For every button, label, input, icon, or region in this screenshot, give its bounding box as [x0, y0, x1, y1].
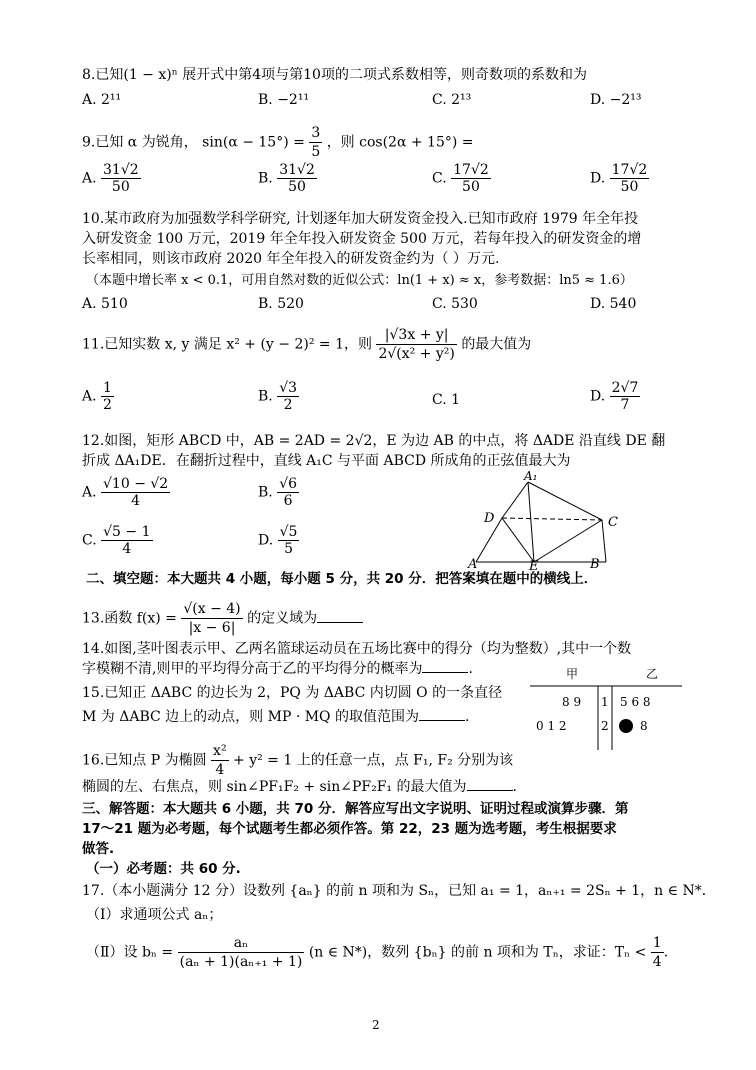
q8-stem: 8.已知(1 − x)ⁿ 展开式中第4项与第10项的二项式系数相等，则奇数项的系数和为	[82, 67, 587, 83]
q12-option-d-den: 5	[284, 541, 294, 557]
q12-option-b	[258, 476, 299, 509]
q17-part-2-end: .	[663, 944, 669, 961]
q11-option-b-frac	[277, 380, 299, 413]
q13-fraction-num: √(x − 4)	[183, 601, 241, 617]
edge-a1d	[502, 482, 528, 518]
section-3-line-1: 三、解答题：本大题共 6 小题，共 70 分．解答应写出文字说明、证明过程或演算步骤．第	[82, 801, 629, 817]
q12-option-a	[82, 476, 170, 509]
q12-option-c-num: √5 − 1	[103, 524, 151, 540]
q12-option-a-den: 4	[131, 493, 141, 509]
edge-de	[502, 518, 534, 562]
edge-dc	[502, 518, 602, 520]
q12-line-1: 12.如图，矩形 ABCD 中，AB = 2AD = 2√2，E 为边 AB 的中点，将 ΔADE 沿直线 DE 翻	[82, 433, 666, 449]
q10-line-4: （本题中增长率 x < 0.1，可用自然对数的近似公式：ln(1 + x) ≈ x，参考数据：ln5 ≈ 1.6）	[86, 273, 633, 288]
q12-option-c-den: 4	[122, 541, 132, 557]
q11-option-d-frac	[610, 380, 641, 413]
q14-answer-blank	[422, 660, 468, 673]
q9-question: ，则 cos(2α + 15°) =	[326, 134, 474, 151]
section-3-line-2: 17～21 题为必考题，每个试题考生都必须作答。第 22，23 题为选考题，考生根据要求	[82, 821, 617, 837]
q16-fraction-num: x²	[213, 743, 227, 759]
q11-option-a-num: 1	[103, 380, 112, 396]
q10-line-3: 长率相同，则该市政府 2020 年全年投入的研发资金约为（ ）万元.	[82, 251, 500, 267]
q17-bound-den: 4	[652, 954, 662, 970]
stemleaf-right-header: 乙	[646, 667, 659, 681]
stemleaf-row1-left: 8 9	[562, 695, 582, 709]
q10-option-d: D. 540	[590, 296, 637, 312]
q11-option-c-label: C.	[432, 392, 447, 408]
q9-option-d	[590, 162, 649, 195]
q9-option-c-frac	[451, 162, 491, 195]
edge-ec	[534, 520, 602, 562]
q16-answer-blank	[467, 778, 513, 791]
q12-option-d-num: √5	[279, 524, 298, 540]
q12-option-b-num: √6	[279, 476, 298, 492]
q9-option-d-label: D.	[590, 170, 606, 187]
q13-stem-text: 13.函数 f(x) =	[82, 610, 177, 627]
q15-line-2-text: M 为 ΔABC 边上的动点，则 MP · MQ 的取值范围为	[82, 709, 419, 725]
q17-part-1: （Ⅰ）求通项公式 aₙ；	[86, 907, 223, 923]
q11-stem	[82, 326, 531, 363]
q17-bn-num: aₙ	[178, 934, 305, 953]
q11-option-a-den: 2	[103, 397, 112, 413]
q16-fraction	[211, 742, 229, 779]
q13-question: 的定义域为	[247, 610, 318, 627]
q9-condition: sin(α − 15°) =	[202, 134, 305, 151]
q10-line-2: 入研发资金 100 万元，2019 年全年投入研发资金 500 万元，若每年投入的研发资金的增	[82, 231, 642, 247]
q9-option-b-num: 31√2	[279, 162, 315, 178]
label-e: E	[529, 559, 539, 570]
q13-fraction	[181, 600, 242, 637]
stemleaf-row2-left: 0 1 2	[536, 719, 567, 733]
q11-option-a-frac	[101, 380, 114, 413]
q17-part-2-text: （Ⅱ）设 bₙ =	[86, 944, 174, 961]
q9-option-a-frac	[101, 162, 141, 195]
q8-option-b: B. −2¹¹	[258, 92, 310, 108]
q11-option-d-label: D.	[590, 388, 606, 405]
label-c: C	[608, 515, 618, 530]
q10-line-1: 10.某市政府为加强数学科学研究, 计划逐年加大研发资金投入.已知市政府 1979 年全年投	[82, 211, 639, 227]
q11-option-a	[82, 380, 114, 413]
subsection-1-heading: （一）必考题：共 60 分.	[86, 861, 241, 877]
q12-option-c-frac	[101, 524, 152, 557]
q8-option-c: C. 2¹³	[432, 92, 472, 108]
q14-line-1: 14.如图,茎叶图表示甲、乙两名篮球运动员在五场比赛中的得分（均为整数）,其中一个数	[82, 641, 632, 657]
q11-option-d-num: 2√7	[611, 380, 639, 396]
q13-stem	[82, 600, 363, 637]
stemleaf-row2-right: 8	[640, 719, 648, 733]
q17-part-2	[86, 934, 668, 971]
q15-line-2: M 为 ΔABC 边上的动点，则 MP · MQ 的取值范围为 .	[82, 709, 470, 725]
q11-stem-text: 11.已知实数 x, y 满足 x² + (y − 2)² = 1，则	[82, 336, 372, 353]
q13-fraction-den: |x − 6|	[188, 620, 236, 636]
q10-option-a: A. 510	[82, 296, 128, 312]
q12-geometry-figure	[466, 470, 636, 570]
stemleaf-left-header: 甲	[566, 667, 579, 681]
q9-option-a-den: 50	[111, 179, 130, 195]
q12-option-b-frac	[277, 476, 299, 509]
q9-option-d-num: 17√2	[611, 162, 648, 178]
q9-fraction	[309, 124, 322, 161]
q9-stem-text: 9.已知 α 为锐角，	[82, 134, 198, 151]
q11-option-d-den: 7	[620, 397, 630, 413]
q10-option-c: C. 530	[432, 296, 478, 312]
q9-fraction-num: 3	[311, 125, 321, 141]
stemleaf-blurred-digit	[619, 719, 633, 733]
q16-line-1	[82, 742, 513, 779]
q9-fraction-den: 5	[311, 144, 321, 160]
label-a1: A₁	[524, 470, 538, 483]
q12-option-b-label: B.	[258, 484, 273, 501]
q16-stem-text: 16.已知点 P 为椭圆	[82, 752, 207, 769]
q9-option-c-den: 50	[462, 179, 480, 195]
q11-option-a-label: A.	[82, 388, 97, 405]
q9-option-a-label: A.	[82, 170, 97, 187]
q12-option-d-frac	[278, 524, 300, 557]
q16-line-2: 椭圆的左、右焦点，则 sin∠PF₁F₂ + sin∠PF₂F₁ 的最大值为 .	[82, 779, 517, 795]
edge-a1e	[528, 482, 534, 562]
q9-option-c-label: C.	[432, 170, 447, 187]
q10-option-b: B. 520	[258, 296, 304, 312]
q12-option-c	[82, 524, 153, 557]
q11-option-c	[432, 392, 460, 408]
q8-option-d: D. −2¹³	[590, 92, 642, 108]
q12-option-b-den: 6	[283, 493, 293, 509]
q17-line-1: 17.（本小题满分 12 分）设数列 {aₙ} 的前 n 项和为 Sₙ，已知 a₁ = 1，aₙ₊₁ = 2Sₙ + 1，n ∈ N*．	[82, 883, 716, 899]
stemleaf-row1-right: 5 6 8	[620, 695, 651, 709]
q11-question: 的最大值为	[461, 336, 532, 353]
q11-fraction-den: 2√(x² + y²)	[378, 346, 455, 362]
q16-line-2-text: 椭圆的左、右焦点，则 sin∠PF₁F₂ + sin∠PF₂F₁ 的最大值为	[82, 779, 467, 795]
q9-option-a	[82, 162, 141, 195]
q11-fraction	[376, 326, 456, 363]
q12-option-d	[258, 524, 299, 557]
stem-leaf-plot	[528, 664, 684, 754]
q12-option-c-label: C.	[82, 532, 97, 549]
q12-option-a-label: A.	[82, 484, 97, 501]
q11-option-b-den: 2	[283, 397, 293, 413]
stemleaf-row1-stem: 1	[601, 695, 609, 709]
q9-option-d-frac	[610, 162, 650, 195]
q14-line-2-text: 字模糊不清,则甲的平均得分高于乙的平均得分的概率为	[82, 661, 423, 677]
q16-fraction-den: 4	[215, 762, 225, 778]
q11-fraction-num: |√3x + y|	[376, 326, 456, 345]
q11-option-b	[258, 380, 299, 413]
q9-option-b-den: 50	[288, 179, 306, 195]
label-b: B	[590, 557, 600, 570]
q12-option-a-frac	[101, 476, 170, 509]
q9-option-b-label: B.	[258, 170, 273, 187]
q9-option-a-num: 31√2	[103, 162, 139, 178]
q17-part-2-rest: (n ∈ N*)，数列 {bₙ} 的前 n 项和为 Tₙ，求证：Tₙ <	[308, 944, 647, 961]
q9-option-b-frac	[277, 162, 317, 195]
q11-option-b-num: √3	[279, 380, 298, 396]
q13-answer-blank	[317, 610, 363, 623]
q12-line-2: 折成 ΔA₁DE．在翻折过程中，直线 A₁C 与平面 ABCD 所成角的正弦值最大为	[82, 453, 571, 469]
q17-bound-num: 1	[652, 935, 662, 951]
q9-option-c	[432, 162, 491, 195]
label-a: A	[468, 557, 478, 570]
q8-option-a: A. 2¹¹	[82, 92, 122, 108]
q9-option-c-num: 17√2	[453, 162, 489, 178]
section-3-line-3: 做答.	[82, 841, 115, 857]
label-d: D	[484, 511, 495, 526]
page-number: 2	[372, 1018, 380, 1032]
q15-answer-blank	[419, 708, 465, 721]
q11-option-b-label: B.	[258, 388, 273, 405]
q9-option-d-den: 50	[620, 179, 639, 195]
q9-stem	[82, 124, 474, 161]
stemleaf-row2-stem: 2	[601, 719, 609, 733]
q12-option-d-label: D.	[258, 532, 274, 549]
q17-bn-fraction	[178, 934, 305, 971]
q14-line-2: 字模糊不清,则甲的平均得分高于乙的平均得分的概率为 .	[82, 661, 473, 677]
q17-bound-fraction	[651, 934, 664, 971]
q17-bn-den: (aₙ + 1)(aₙ₊₁ + 1)	[179, 954, 303, 970]
edge-bc	[602, 520, 606, 562]
q16-stem-rest: + y² = 1 上的任意一点，点 F₁, F₂ 分别为该	[233, 752, 514, 769]
q15-line-1: 15.已知正 ΔABC 的边长为 2，PQ 为 ΔABC 内切圆 O 的一条直径	[82, 685, 503, 701]
q11-option-c-value: 1	[451, 392, 461, 408]
q9-option-b	[258, 162, 317, 195]
edge-a1c	[528, 482, 602, 520]
q11-option-d	[590, 380, 640, 413]
section-2-heading: 二、填空题：本大题共 4 小题，每小题 5 分，共 20 分．把答案填在题中的横线上．	[86, 571, 598, 587]
q12-option-a-num: √10 − √2	[103, 476, 169, 492]
